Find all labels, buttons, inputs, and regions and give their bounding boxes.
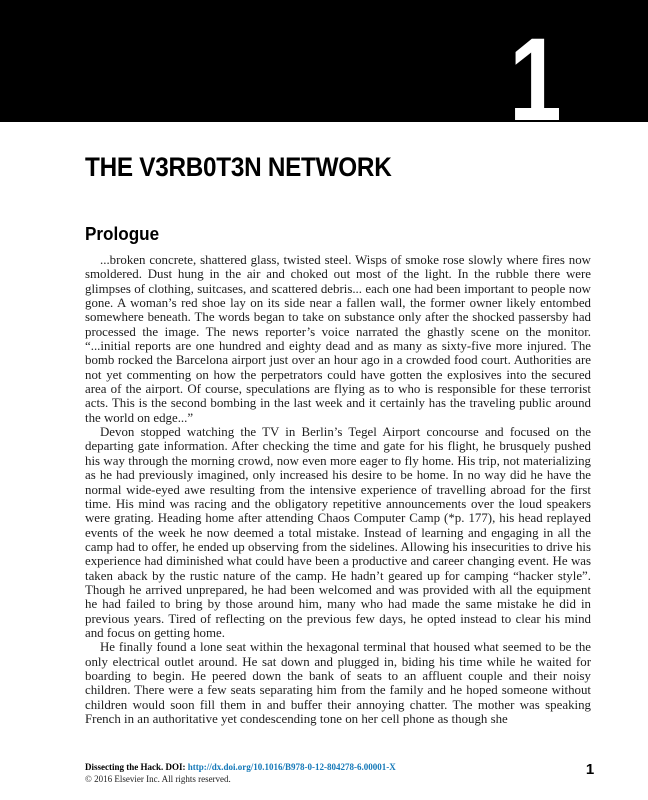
paragraph: ...broken concrete, shattered glass, twisted steel. Wisps of smoke rose slowly where fires now smoldered. Dust hung in the air and choked out most of the light. In the rubble there were glimpses of clothing, suitcases, and scattered debris... each one had been important to people now gone. A woman’s red shoe lay on its side near a fallen wall, the former owner likely entombed somewhere beneath. The words began to take on substance only after the shocked passersby had processed the image. The news reporter’s voice narrated the ghastly scene on the monitor. “...initial reports are one hundred and eighty dead and as many as sixty-five more injured. The bomb rocked the Barcelona airport just over an hour ago in a crowded food court. Authorities are not yet commenting on how the perpetrators could have gotten the explosives into the secured area of the airport. Of course, speculations are flying as to who is responsible for these terrorist acts. This is the second bombing in the last week and it certainly has the traveling public around the world on edge...” <box>85 253 591 425</box>
section-heading-prologue: Prologue <box>85 224 160 244</box>
doi-link[interactable]: http://dx.doi.org/10.1016/B978-0-12-804278-6.00001-X <box>187 762 396 772</box>
chapter-banner <box>0 0 648 146</box>
citation-line <box>85 761 555 773</box>
copyright-line: © 2016 Elsevier Inc. All rights reserved. <box>85 774 231 784</box>
page-number: 1 <box>585 761 595 778</box>
paragraph: He finally found a lone seat within the hexagonal terminal that housed what seemed to be the only electrical outlet around. He sat down and plugged in, biding his time while he waited for boarding to begin. He peered down the bank of seats to an affluent couple and their noisy children. There were a few seats separating him from the family and he hoped someone without children would soon fill them in and buffer their annoying chatter. The mother was speaking French in an authoritative yet condescending tone on her cell phone as though she <box>85 640 591 726</box>
chapter-number: 1 <box>509 14 562 146</box>
citation-label: Dissecting the Hack. DOI: <box>85 762 188 772</box>
chapter-title: THE V3RB0T3N NETWORK <box>85 152 392 182</box>
prologue-body <box>85 253 591 726</box>
paragraph: Devon stopped watching the TV in Berlin’s Tegel Airport concourse and focused on the departing gate information. After checking the time and gate for his flight, he brusquely pushed his way through the morning crowd, now even more eager to fly home. His trip, not materializing as he had previously imagined, only increased his desire to be home. In no way did he have the normal wide-eyed awe resulting from the intensive experience of travelling abroad for the first time. His mind was racing and the obligatory repetitive announcements over the loud speakers were grating. Heading home after attending Chaos Computer Camp (*p. 177), his head replayed events of the week he now deemed a total mistake. Instead of learning and engaging in all the camp had to offer, he ended up observing from the sidelines. Allowing his insecurities to drive his experience had diminished what could have been a productive and career changing event. He was taken aback by the rustic nature of the camp. He hadn’t geared up for camping “hacker style”. Though he arrived unprepared, he had been welcomed and was provided with all the equipment he had failed to bring by those around him, many who had made the same mistake he did in previous years. Tired of reflecting on the previous few days, he opted instead to clear his mind and focus on getting home. <box>85 425 591 640</box>
page-footer <box>85 761 555 785</box>
